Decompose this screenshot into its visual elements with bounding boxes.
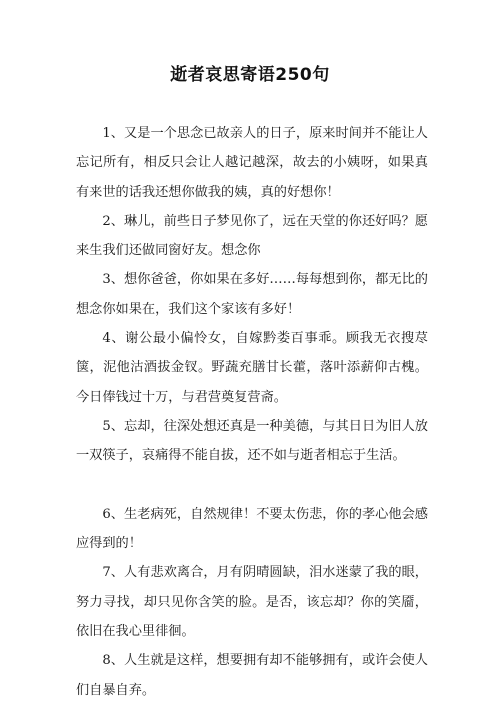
paragraph-4: 4、谢公最小偏怜女，自嫁黔娄百事乖。顾我无衣搜荩箧，泥他沽酒拔金钗。野蔬充膳甘长藿，落叶添薪仰古槐。今日俸钱过十万，与君营奠复营斋。 — [76, 331, 428, 405]
paragraph-3: 3、想你爸爸，你如果在多好……每每想到你，都无比的想念你如果在，我们这个家该有多好！ — [76, 272, 428, 317]
paragraph-1: 1、又是一个思念已故亲人的日子，原来时间并不能让人忘记所有，相反只会让人越记越深，故去的小姨呀，如果真有来世的话我还想你做我的姨，真的好想你！ — [76, 126, 428, 200]
paragraph-8: 8、人生就是这样，想要拥有却不能够拥有，或许会使人们自暴自弃。 — [76, 653, 428, 698]
document-body — [76, 119, 428, 705]
paragraph-7: 7、人有悲欢离合，月有阴晴圆缺，泪水迷蒙了我的眼，努力寻找，却只见你含笑的脸。是否，该忘却？你的笑靥，依旧在我心里徘徊。 — [76, 565, 428, 640]
paragraph-2: 2、琳儿，前些日子梦见你了，远在天堂的你还好吗？愿来生我们还做同窗好友。想念你 — [76, 213, 428, 259]
paragraph-5: 5、忘却，往深处想还真是一种美德，与其日日为旧人放一双筷子，哀痛得不能自拔，还不如与逝者相忘于生活。 — [76, 418, 428, 464]
document-title: 逝者哀思寄语250句 — [170, 65, 330, 85]
paragraph-6: 6、生老病死，自然规律！不要太伤悲，你的孝心他会感应得到的！ — [76, 506, 428, 552]
